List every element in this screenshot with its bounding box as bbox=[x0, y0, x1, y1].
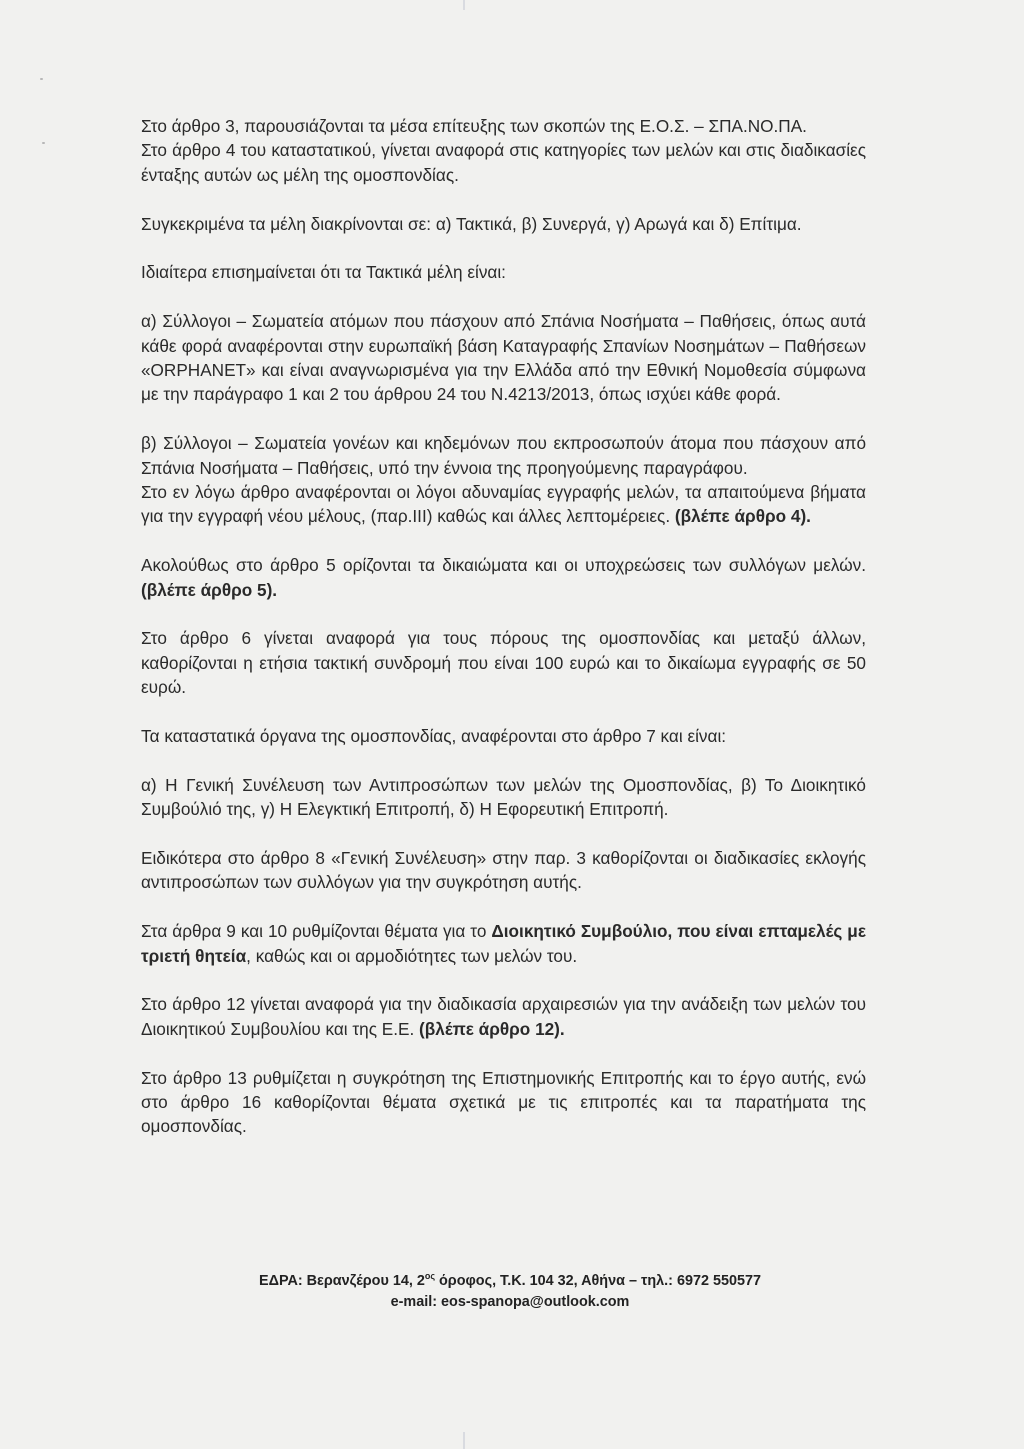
paragraph-article-13-16: Στο άρθρο 13 ρυθμίζεται η συγκρότηση της Επιστημονικής Επιτροπής και το έργο αυτής, ενώ στο άρθρο 16 καθορίζονται θέματα σχετικά με τις επιτροπές και τα παρατήματα της ομοσπονδίας. bbox=[141, 1067, 866, 1137]
footer-address-part: όροφος, Τ.Κ. 104 32, Αθήνα – τηλ.: 6972 550577 bbox=[435, 1273, 761, 1289]
paragraph-registration-details bbox=[141, 480, 866, 529]
scan-speck bbox=[42, 142, 45, 144]
fold-mark-bottom bbox=[463, 1432, 465, 1449]
article-reference: (βλέπε άρθρο 12). bbox=[419, 1018, 565, 1039]
body-text bbox=[141, 114, 866, 1163]
paragraph-organs-list: α) Η Γενική Συνέλευση των Αντιπροσώπων των μελών της Ομοσπονδίας, β) Το Διοικητικό Συμβούλιό της, γ) Η Ελεγκτική Επιτροπή, δ) Η Εφορευτική Επιτροπή. bbox=[141, 774, 866, 820]
scan-speck bbox=[40, 78, 43, 80]
paragraph-text: Στο άρθρο 12 γίνεται αναφορά για την διαδικασία αρχαιρεσιών για την ανάδειξη των μελών του Διοικητικού Συμβουλίου και της Ε.Ε. bbox=[141, 994, 866, 1039]
paragraph-text-tail: , καθώς και οι αρμοδιότητες των μελών του. bbox=[246, 945, 578, 966]
paragraph-article-7: Τα καταστατικά όργανα της ομοσπονδίας, αναφέρονται στο άρθρο 7 και είναι: bbox=[141, 726, 727, 747]
footer-address-part: ΕΔΡΑ: Βερανζέρου 14, 2 bbox=[259, 1273, 425, 1289]
article-reference: (βλέπε άρθρο 4). bbox=[674, 506, 811, 527]
paragraph-regular-members-b: β) Σύλλογοι – Σωματεία γονέων και κηδεμόνων που εκπροσωπούν άτομα που πάσχουν από Σπάνια Νοσήματα – Παθήσεις, υπό την έννοια της προηγούμενης παραγράφου. bbox=[141, 433, 866, 478]
paragraph-text: Στα άρθρα 9 και 10 ρυθμίζονται θέματα για το bbox=[141, 921, 492, 942]
paragraph-article-3: Στο άρθρο 3, παρουσιάζονται τα μέσα επίτευξης των σκοπών της Ε.Ο.Σ. – ΣΠΑ.ΝΟ.ΠΑ. bbox=[141, 116, 807, 136]
article-reference: (βλέπε άρθρο 5). bbox=[141, 579, 278, 600]
paragraph-text: Στο εν λόγω άρθρο αναφέρονται οι λόγοι αδυναμίας εγγραφής μελών, τα απαιτούμενα βήματα για την εγγραφή νέου μέλους, (παρ.ΙΙΙ) καθώς και άλλες λεπτομέρειες. bbox=[141, 482, 866, 527]
paragraph-article-5 bbox=[141, 553, 866, 602]
paragraph-article-6: Στο άρθρο 6 γίνεται αναφορά για τους πόρους της ομοσπονδίας και μεταξύ άλλων, καθορίζονται η ετήσια τακτική συνδρομή που είναι 100 ευρώ και το δικαίωμα εγγραφής σε 50 ευρώ. bbox=[141, 628, 866, 698]
page-footer bbox=[200, 1266, 820, 1313]
paragraph-regular-members-a: α) Σύλλογοι – Σωματεία ατόμων που πάσχουν από Σπάνια Νοσήματα – Παθήσεις, όπως αυτά κάθε φορά αναφέρονται στην ευρωπαϊκή βάση Καταγραφής Σπανίων Νοσημάτων – Παθήσεων «ORPHANET» και είναι αναγνωρισμένα για την Ελλάδα από την Εθνική Νομοθεσία σύμφωνα με την παράγραφο 1 και 2 του άρθρου 24 του Ν.4213/2013, όπως ισχύει κάθε φορά. bbox=[141, 311, 866, 405]
paragraph-articles-9-10 bbox=[141, 919, 866, 968]
board-emphasis: Διοικητικό Συμβούλιο, που είναι επταμελές με τριετή θητεία bbox=[141, 921, 866, 966]
footer-ordinal-suffix: ος bbox=[424, 1271, 436, 1281]
paragraph-article-12 bbox=[141, 992, 866, 1041]
footer-address bbox=[200, 1266, 820, 1292]
footer-email: e-mail: eos-spanopa@outlook.com bbox=[390, 1294, 630, 1310]
paragraph-article-8: Ειδικότερα στο άρθρο 8 «Γενική Συνέλευση» στην παρ. 3 καθορίζονται οι διαδικασίες εκλογής αντιπροσώπων των συλλόγων για την συγκρότηση αυτής. bbox=[141, 848, 866, 893]
paragraph-text: Ακολούθως στο άρθρο 5 ορίζονται τα δικαιώματα και οι υποχρεώσεις των συλλόγων μελών. bbox=[141, 555, 866, 576]
fold-mark-top bbox=[463, 0, 465, 10]
paragraph-article-4: Στο άρθρο 4 του καταστατικού, γίνεται αναφορά στις κατηγορίες των μελών και στις διαδικασίες ένταξης αυτών ως μέλη της ομοσπονδίας. bbox=[141, 140, 866, 185]
paragraph-regular-members-intro: Ιδιαίτερα επισημαίνεται ότι τα Τακτικά μέλη είναι: bbox=[141, 262, 506, 283]
paragraph-member-types: Συγκεκριμένα τα μέλη διακρίνονται σε: α) Τακτικά, β) Συνεργά, γ) Αρωγά και δ) Επίτιμα. bbox=[141, 213, 802, 234]
